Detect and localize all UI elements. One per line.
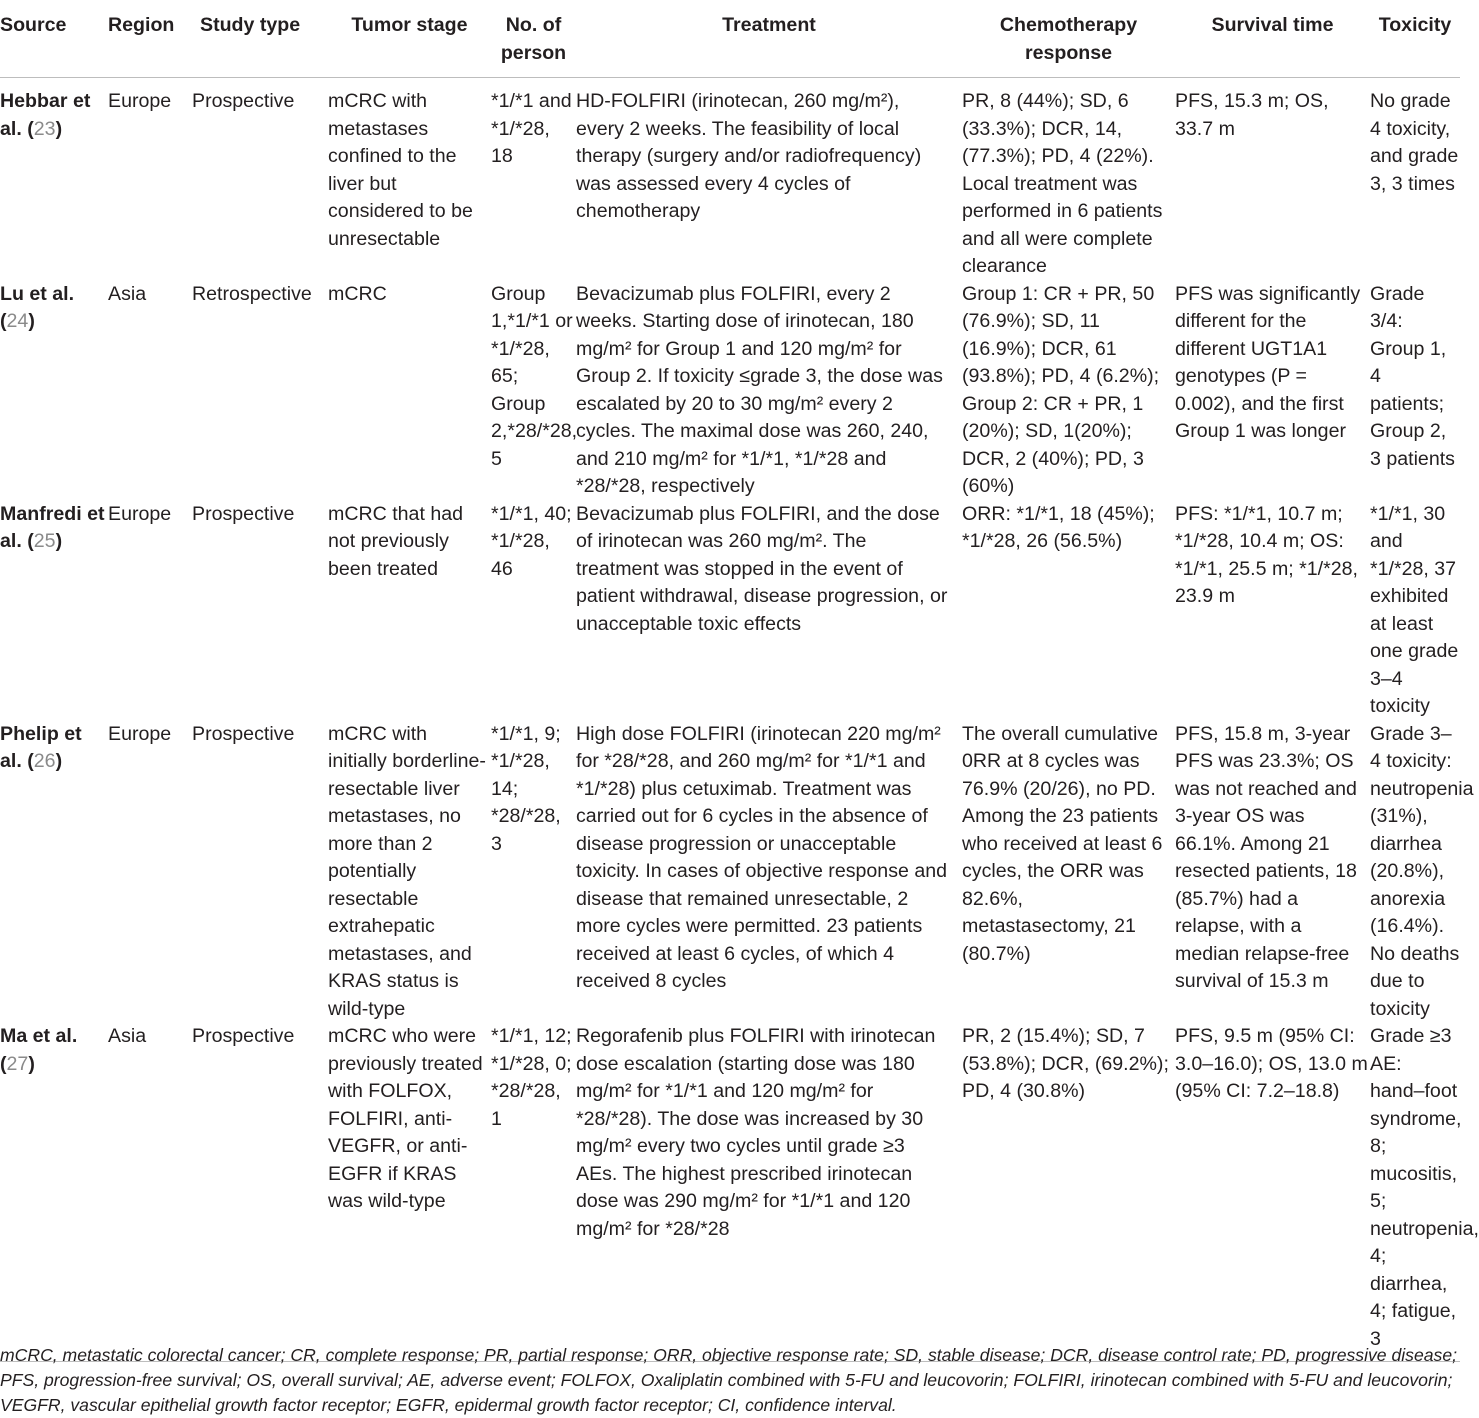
source-cell [0, 1023, 108, 1362]
source-end: ) [28, 310, 35, 332]
survival-cell: PFS: *1/*1, 10.7 m; *1/*28, 10.4 m; OS: *1/*1, 25.5 m; *1/*28, 23.9 m [1175, 502, 1358, 607]
source-cell [0, 721, 108, 1024]
survival-cell: PFS, 15.3 m; OS, 33.7 m [1175, 90, 1329, 140]
toxicity-cell: *1/*1, 30 and *1/*28, 37 exhibited at least one grade 3–4 toxicity [1370, 502, 1459, 717]
source-text: Phelip et al. ( [0, 722, 82, 772]
source-cell [0, 281, 108, 501]
header-study-type: Study type [200, 14, 301, 36]
source-text: Lu et al. ( [0, 282, 75, 332]
persons-cell: *1/*1, 9; *1/*28, 14; *28/*28, 3 [491, 722, 561, 855]
persons-cell: *1/*1, 40; *1/*28, 46 [491, 502, 572, 580]
study-type-cell: Prospective [192, 90, 295, 112]
table-row [0, 721, 1460, 1024]
toxicity-cell: Grade 3/4: Group 1, 4 patients; Group 2, 3 patients [1370, 282, 1455, 470]
survival-cell: PFS, 9.5 m (95% CI: 3.0–16.0); OS, 13.0 m (95% CI: 7.2–18.8) [1175, 1025, 1368, 1102]
toxicity-cell: Grade ≥3 AE: hand–foot syndrome, 8; mucositis, 5; neutropenia, 4; diarrhea, 4; fatigue, 3 [1370, 1025, 1479, 1350]
region-cell: Europe [108, 502, 172, 525]
response-cell: PR, 8 (44%); SD, 6 (33.3%); DCR, 14, (77.3%); PD, 4 (22%). Local treatment was performed in 6 patients and all were complete clearance [962, 90, 1163, 277]
source-cell [0, 501, 108, 721]
region-cell: Europe [108, 722, 172, 745]
study-type-cell: Prospective [192, 502, 295, 525]
tumor-stage-cell: mCRC [328, 282, 387, 305]
region-cell: Asia [108, 1025, 147, 1047]
tumor-stage-cell: mCRC with metastases confined to the liver but considered to be unresectable [328, 90, 473, 250]
study-type-cell: Prospective [192, 722, 295, 745]
treatment-cell: Bevacizumab plus FOLFIRI, every 2 weeks. Starting dose of irinotecan, 180 mg/m² for Group 1 and 120 mg/m² for Group 2. If toxicity ≤grade 3, the dose was escalated by 20 to 30 mg/m² every 2 cycles. The maximal dose was 260, 240, and 210 mg/m² for *1/*1, *1/*28 and *28/*28, respectively [576, 282, 943, 497]
header-response: Chemotherapy response [999, 14, 1138, 64]
source-text: Hebbar et al. ( [0, 90, 91, 140]
persons-cell: *1/*1, 12; *1/*28, 0; *28/*28, 1 [491, 1025, 572, 1130]
region-cell: Europe [108, 90, 172, 112]
tumor-stage-cell: mCRC that had not previously been treated [328, 502, 464, 580]
table-row [0, 1023, 1460, 1362]
persons-cell: Group 1,*1/*1 or *1/*28, 65; Group 2,*28/*28, 5 [491, 282, 578, 470]
source-cell [0, 78, 108, 281]
study-type-cell: Retrospective [192, 282, 312, 305]
reference-link[interactable]: 27 [6, 1052, 29, 1075]
table-row [0, 281, 1460, 501]
header-survival: Survival time [1211, 14, 1334, 36]
toxicity-cell: No grade 4 toxicity, and grade 3, 3 times [1370, 90, 1459, 195]
tumor-stage-cell: mCRC with initially borderline-resectable liver metastases, no more than 2 potentially resectable extrahepatic metastases, and KRAS status is wild-type [328, 722, 486, 1020]
response-cell: PR, 2 (15.4%); SD, 7 (53.8%); DCR, (69.2%); PD, 4 (30.8%) [962, 1025, 1169, 1102]
reference-link[interactable]: 23 [33, 117, 56, 140]
header-toxicity: Toxicity [1378, 14, 1452, 36]
header-source: Source [0, 14, 67, 36]
table-footnote: mCRC, metastatic colorectal cancer; CR, complete response; PR, partial response; ORR, objective response rate; SD, stable disease; DCR, disease control rate; PD, progressive disease; PFS, progression-free survival; OS, overall survival; AE, adverse event; FOLFOX, Oxaliplatin combined with 5-FU and leucovorin; FOLFIRI, irinotecan combined with 5-FU and leucovorin; VEGFR, vascular epithelial growth factor receptor; EGFR, epidermal growth factor receptor; CI, confidence interval. [0, 1345, 1457, 1415]
header-region: Region [108, 14, 175, 36]
header-treatment: Treatment [722, 14, 816, 36]
source-text: Manfredi et al. ( [0, 502, 105, 552]
reference-link[interactable]: 26 [33, 750, 56, 772]
region-cell: Asia [108, 282, 147, 305]
reference-link[interactable]: 25 [33, 530, 56, 552]
source-text: Ma et al. ( [0, 1025, 78, 1075]
response-cell: ORR: *1/*1, 18 (45%); *1/*28, 26 (56.5%) [962, 502, 1155, 552]
header-row [0, 0, 1460, 78]
source-end: ) [55, 750, 63, 772]
table-row [0, 78, 1460, 281]
survival-cell: PFS, 15.8 m, 3-year PFS was 23.3%; OS was not reached and 3-year OS was 66.1%. Among 21 resected patients, 18 (85.7%) had a relapse, with a median relapse-free survival of 15.3 m [1175, 722, 1357, 992]
survival-cell: PFS was significantly different for the different UGT1A1 genotypes (P = 0.002), and the first Group 1 was longer [1175, 282, 1361, 442]
treatment-cell: Regorafenib plus FOLFIRI with irinotecan dose escalation (starting dose was 180 mg/m² for *1/*1 and 120 mg/m² for *28/*28). The dose was increased by 30 mg/m² every two cycles until grade ≥3 AEs. The highest prescribed irinotecan dose was 290 mg/m² for *1/*1 and 120 mg/m² for *28/*28 [576, 1025, 936, 1240]
source-end: ) [55, 117, 63, 140]
study-type-cell: Prospective [192, 1025, 295, 1047]
table-row [0, 501, 1460, 721]
treatment-cell: HD-FOLFIRI (irinotecan, 260 mg/m²), every 2 weeks. The feasibility of local therapy (surgery and/or radiofrequency) was assessed every 4 cycles of chemotherapy [576, 90, 922, 222]
persons-cell: *1/*1 and *1/*28, 18 [491, 90, 572, 167]
treatment-cell: Bevacizumab plus FOLFIRI, and the dose of irinotecan was 260 mg/m². The treatment was stopped in the event of patient withdrawal, disease progression, or unacceptable toxic effects [576, 502, 948, 635]
reference-link[interactable]: 24 [6, 310, 29, 332]
treatment-cell: High dose FOLFIRI (irinotecan 220 mg/m² for *28/*28, and 260 mg/m² for *1/*1 and *1/*28) plus cetuximab. Treatment was carried out for 6 cycles in the absence of disease progression or unacceptable toxicity. In cases of objective response and disease that remained unresectable, 2 more cycles were permitted. 23 patients received at least 6 cycles, of which 4 received 8 cycles [576, 722, 948, 992]
response-cell: The overall cumulative 0RR at 8 cycles was 76.9% (20/26), no PD. Among the 23 patients who received at least 6 cycles, the ORR was 82.6%, metastasectomy, 21 (80.7%) [962, 722, 1163, 965]
source-end: ) [55, 530, 63, 552]
header-persons: No. of person [500, 14, 567, 64]
source-end: ) [28, 1052, 35, 1075]
tumor-stage-cell: mCRC who were previously treated with FOLFOX, FOLFIRI, anti-VEGFR, or anti-EGFR if KRAS was wild-type [328, 1025, 483, 1212]
toxicity-cell: Grade 3–4 toxicity: neutropenia (31%), diarrhea (20.8%), anorexia (16.4%). No deaths due to toxicity [1370, 722, 1474, 1020]
response-cell: Group 1: CR + PR, 50 (76.9%); SD, 11 (16.9%); DCR, 61 (93.8%); PD, 4 (6.2%); Group 2: CR + PR, 1 (20%); SD, 1(20%); DCR, 2 (40%); PD, 3 (60%) [962, 282, 1160, 497]
header-tumor-stage: Tumor stage [351, 14, 468, 36]
